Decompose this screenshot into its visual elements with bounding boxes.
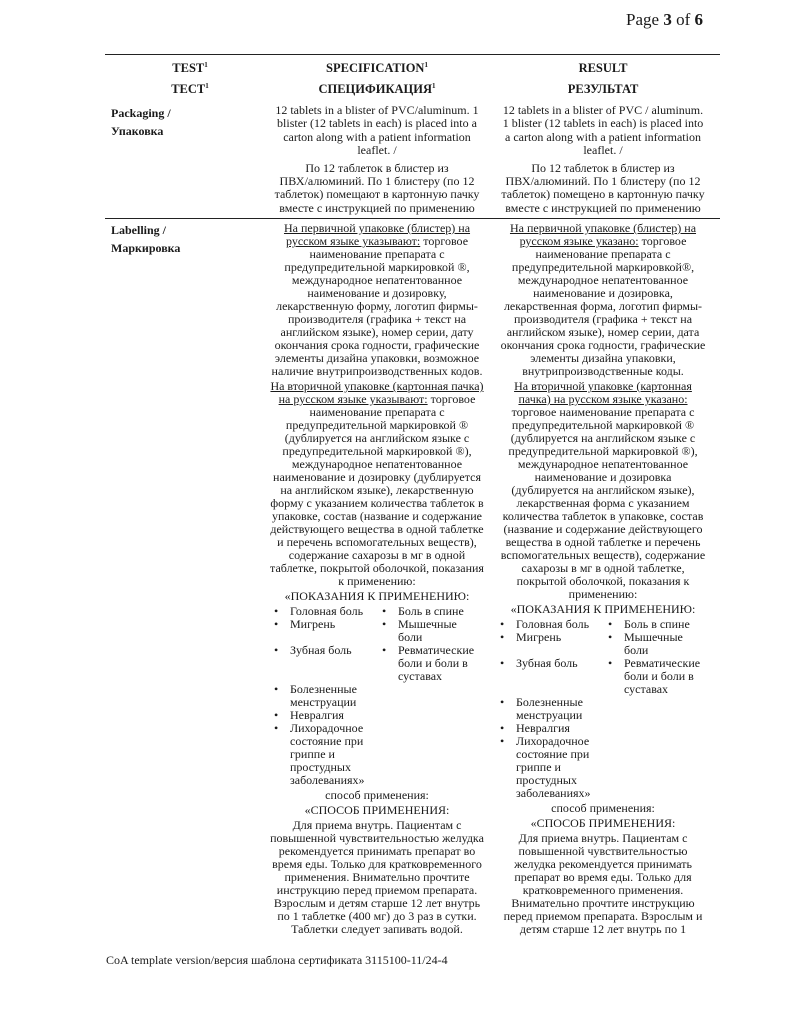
text-line: заболеваниях» bbox=[516, 786, 591, 800]
bullet-icon: • bbox=[274, 721, 279, 735]
packaging-result bbox=[492, 104, 714, 219]
footer-template-version: CoA template version/версия шаблона сертификата 3115100-11/24-4 bbox=[106, 953, 448, 967]
list-item bbox=[382, 618, 492, 644]
list-item-text bbox=[624, 657, 700, 696]
text-line: инструкцию перед приемом препарата. bbox=[276, 883, 478, 897]
page-prefix: Page bbox=[626, 10, 664, 29]
text-line: менструации bbox=[290, 695, 357, 709]
text-line: Внимательно прочтите инструкцию bbox=[511, 896, 695, 910]
bullet-icon: • bbox=[500, 656, 505, 670]
list-item-text bbox=[516, 657, 578, 670]
page-total: 6 bbox=[694, 10, 703, 29]
test-label-ru: Маркировка bbox=[111, 241, 181, 255]
list-item bbox=[274, 722, 382, 787]
labelling-specification bbox=[266, 222, 488, 938]
text-line: применению: bbox=[568, 587, 638, 601]
bullet-icon: • bbox=[608, 617, 613, 631]
paragraph bbox=[492, 222, 714, 378]
text-line: суставах bbox=[398, 669, 443, 683]
row-divider bbox=[105, 218, 720, 219]
underlined-text: пачка) на русском языке указано: bbox=[518, 392, 688, 406]
text-line: содержание сахарозы в мг в одной bbox=[288, 548, 466, 562]
bullet-icon: • bbox=[274, 617, 279, 631]
text-line: «СПОСОБ ПРИМЕНЕНИЯ: bbox=[530, 816, 676, 830]
text-line: Мигрень bbox=[516, 630, 562, 644]
text-line: количества таблеток в упаковке, состав bbox=[502, 509, 704, 523]
list-item-text bbox=[398, 644, 474, 683]
underlined-text: На вторичной упаковке (картонная пачка) bbox=[270, 379, 484, 393]
paragraph bbox=[266, 380, 488, 588]
text-line: международное непатентованное bbox=[517, 457, 689, 471]
text-line: (дублируется на английском языке), bbox=[511, 483, 695, 497]
list-spacer bbox=[382, 683, 492, 709]
text-line: leaflet. / bbox=[357, 143, 397, 158]
text-line: Болезненные bbox=[290, 682, 357, 696]
text-line: лекарственную форму, логотип фирмы- bbox=[276, 299, 478, 313]
text-line: Лихорадочное bbox=[290, 721, 364, 735]
text-line: сахарозы в мг в одной таблетке, bbox=[521, 561, 685, 575]
header-spec-ru: СПЕЦИФИКАЦИЯ$^1$ bbox=[318, 82, 436, 97]
bullet-icon: • bbox=[500, 695, 505, 709]
text-line: предупредительной маркировкой ®, bbox=[284, 260, 470, 274]
text-line: лекарственная форма с указанием bbox=[516, 496, 690, 510]
text-line: элементы дизайна упаковки, bbox=[530, 351, 676, 365]
text-line: наименование и дозировка, bbox=[533, 286, 673, 300]
text-line: Таблетки следует запивать водой. bbox=[291, 922, 463, 936]
text-line: Взрослым и детям старше 12 лет внутрь bbox=[273, 896, 481, 910]
text-line: таблеток) помещено в картонную пачку bbox=[501, 187, 705, 202]
bullet-icon: • bbox=[500, 630, 505, 644]
bullet-icon: • bbox=[500, 734, 505, 748]
text-line: ПВХ/алюминий. По 1 блистеру (по 12 bbox=[279, 174, 475, 189]
text-line: упаковке, состав (название и содержание bbox=[272, 509, 482, 523]
text-line: международное непатентованное bbox=[517, 273, 689, 287]
list-item-text bbox=[398, 618, 457, 644]
paragraph bbox=[266, 789, 488, 802]
text-line: Зубная боль bbox=[516, 656, 578, 670]
test-label-en: Packaging / bbox=[111, 106, 171, 120]
text-line: наименование и дозировку (дублируется bbox=[273, 470, 481, 484]
list-item bbox=[500, 657, 608, 696]
text-line: 12 tablets in a blister of PVC/aluminum. 1 bbox=[275, 103, 479, 117]
list-item bbox=[500, 735, 608, 800]
text-line: (дублируется на английском языке с bbox=[284, 431, 470, 445]
text: торговое bbox=[427, 392, 476, 406]
text-line: гриппе и bbox=[290, 747, 335, 761]
test-label-ru: Упаковка bbox=[111, 124, 164, 138]
bullet-icon: • bbox=[274, 604, 279, 618]
text-line: применения. Внимательно прочтите bbox=[284, 870, 470, 884]
bullet-icon: • bbox=[274, 708, 279, 722]
text-line: торговое наименование препарата с bbox=[511, 405, 695, 419]
page-of: of bbox=[671, 10, 695, 29]
bullet-icon: • bbox=[382, 617, 387, 631]
text-line: таблеток) помещают в картонную пачку bbox=[274, 187, 480, 202]
text-line: Невралгия bbox=[516, 721, 570, 735]
list-item-text bbox=[624, 631, 683, 657]
text-line: гриппе и bbox=[516, 760, 561, 774]
text-line: Боль в спине bbox=[624, 617, 690, 631]
text-line: ПВХ/алюминий. По 1 блистеру (по 12 bbox=[505, 174, 701, 189]
paragraph bbox=[266, 804, 488, 817]
text-line: 12 tablets in a blister of PVC / aluminum. bbox=[502, 103, 704, 117]
list-item bbox=[274, 618, 382, 644]
list-spacer bbox=[608, 735, 718, 800]
text-line: повышенной чувствительностью bbox=[518, 844, 688, 858]
list-item bbox=[500, 631, 608, 657]
bullet-list bbox=[500, 618, 714, 800]
text-line: «СПОСОБ ПРИМЕНЕНИЯ: bbox=[304, 803, 450, 817]
text-line: заболеваниях» bbox=[290, 773, 365, 787]
underlined-text: На первичной упаковке (блистер) на bbox=[509, 221, 697, 235]
text-line: простудных bbox=[290, 760, 351, 774]
text-line: боли bbox=[624, 643, 649, 657]
text-line: 1 blister (12 tablets in each) is placed into bbox=[502, 116, 704, 131]
underlined-text: на русском языке указывают: bbox=[278, 392, 428, 406]
test-label-packaging bbox=[111, 104, 171, 140]
text-line: По 12 таблеток в блистер из bbox=[305, 160, 449, 175]
text-line: суставах bbox=[624, 682, 669, 696]
header-test-en: TEST$^1$ bbox=[172, 61, 208, 76]
text-line: простудных bbox=[516, 773, 577, 787]
text-line: окончания срока годности, графические bbox=[274, 338, 480, 352]
list-spacer bbox=[382, 722, 492, 787]
text-line: и перечень вспомогательных веществ), bbox=[277, 535, 477, 549]
text-line: перед приемом препарата. Взрослым и bbox=[503, 909, 703, 923]
text-line: наименование и дозировка bbox=[534, 470, 672, 484]
underlined-text: русском языке указано: bbox=[519, 234, 639, 248]
text-line: форму с указанием количества таблеток в bbox=[270, 496, 484, 510]
text-line: английском языке), номер серии, дата bbox=[506, 325, 700, 339]
text-line: наименование препарата с bbox=[309, 247, 445, 261]
list-spacer bbox=[608, 722, 718, 735]
paragraph bbox=[266, 222, 488, 378]
text-line: Головная боль bbox=[290, 604, 364, 618]
bullet-icon: • bbox=[274, 682, 279, 696]
text-line: вместе с инструкцией по применению bbox=[505, 200, 701, 215]
text-line: боли и боли в bbox=[624, 669, 694, 683]
paragraph bbox=[266, 819, 488, 936]
list-item bbox=[608, 631, 718, 657]
list-item bbox=[382, 644, 492, 683]
header-result-ru: РЕЗУЛЬТАТ bbox=[567, 82, 639, 96]
text-line: лекарственная форма, логотип фирмы- bbox=[503, 299, 703, 313]
text-line: наименование и дозировку, bbox=[307, 286, 447, 300]
list-spacer bbox=[382, 709, 492, 722]
paragraph bbox=[492, 162, 714, 216]
text-line: a carton along with a patient information bbox=[505, 129, 701, 144]
paragraph bbox=[492, 817, 714, 830]
bullet-icon: • bbox=[608, 656, 613, 670]
paragraph bbox=[492, 802, 714, 815]
text-line: международное непатентованное bbox=[291, 273, 463, 287]
text-line: предупредительной маркировкой®, bbox=[511, 260, 695, 274]
text-line: вместе с инструкцией по применению bbox=[279, 200, 475, 215]
text-line: наименование препарата с bbox=[309, 405, 445, 419]
text-line: по 1 таблетке (400 мг) до 3 раз в сутки. bbox=[277, 909, 477, 923]
text-line: международное непатентованное bbox=[291, 457, 463, 471]
text-line: Болезненные bbox=[516, 695, 583, 709]
text-line: действующего вещества в одной таблетке bbox=[270, 522, 484, 536]
paragraph bbox=[492, 380, 714, 601]
text-line: Головная боль bbox=[516, 617, 590, 631]
text-line: (дублируется на английском языке с bbox=[510, 431, 696, 445]
text-line: элементы дизайна упаковки, возможное bbox=[274, 351, 480, 365]
text-line: Мышечные bbox=[398, 617, 457, 631]
packaging-specification bbox=[266, 104, 488, 219]
bullet-icon: • bbox=[274, 643, 279, 657]
table-top-rule bbox=[105, 54, 720, 55]
text-line: желудка рекомендуется принимать bbox=[514, 857, 692, 871]
list-item-text bbox=[290, 618, 335, 631]
underlined-text: русском языке указывают: bbox=[285, 234, 421, 248]
text-line: английском языке), номер серии, дату bbox=[280, 325, 474, 339]
text-line: Лихорадочное bbox=[516, 734, 590, 748]
text-line: Мигрень bbox=[290, 617, 336, 631]
text-line: на английском языке), лекарственную bbox=[280, 483, 474, 497]
text-line: боли bbox=[398, 630, 423, 644]
labelling-result bbox=[492, 222, 714, 938]
bullet-list bbox=[274, 605, 488, 787]
text-line: повышенной чувствительностью желудка bbox=[270, 831, 484, 845]
text-line: Боль в спине bbox=[398, 604, 464, 618]
list-item bbox=[608, 657, 718, 696]
bullet-icon: • bbox=[500, 617, 505, 631]
text-line: предупредительной маркировкой ® bbox=[285, 418, 469, 432]
text-line: предупредительной маркировкой ® bbox=[511, 418, 695, 432]
header-result-en: RESULT bbox=[578, 61, 628, 75]
page-current: 3 bbox=[663, 10, 672, 29]
text-line: способ применения: bbox=[325, 788, 429, 802]
text-line: Для приема внутрь. Пациентам с bbox=[518, 831, 688, 845]
text-line: способ применения: bbox=[551, 801, 655, 815]
underlined-text: На вторичной упаковке (картонная bbox=[514, 379, 692, 393]
list-item-text bbox=[290, 644, 352, 657]
test-label-en: Labelling / bbox=[111, 223, 167, 237]
list-item-text bbox=[516, 735, 591, 800]
text-line: Зубная боль bbox=[290, 643, 352, 657]
paragraph bbox=[492, 603, 714, 616]
bullet-icon: • bbox=[382, 604, 387, 618]
text-line: препарат во время еды. Только для bbox=[514, 870, 692, 884]
text-line: таблетке, покрытой оболочкой, показания bbox=[270, 561, 484, 575]
text-line: вспомогательных веществ), содержание bbox=[500, 548, 706, 562]
header-spec-en: SPECIFICATION$^1$ bbox=[326, 61, 428, 76]
text-line: состояние при bbox=[516, 747, 590, 761]
text-line: кратковременного применения. bbox=[522, 883, 684, 897]
list-item-text bbox=[516, 696, 583, 722]
list-item bbox=[500, 696, 608, 722]
paragraph bbox=[266, 162, 488, 216]
text-line: вещества в одной таблетке и перечень bbox=[505, 535, 701, 549]
list-item-text bbox=[290, 683, 357, 709]
text: торговое bbox=[638, 234, 687, 248]
text-line: менструации bbox=[516, 708, 583, 722]
text-line: состояние при bbox=[290, 734, 364, 748]
text-line: leaflet. / bbox=[583, 143, 623, 158]
text-line: производителя (графика + текст на bbox=[513, 312, 693, 326]
text-line: покрытой оболочкой, показания к bbox=[516, 574, 690, 588]
text-line: боли и боли в bbox=[398, 656, 468, 670]
bullet-icon: • bbox=[382, 643, 387, 657]
text: торговое bbox=[420, 234, 469, 248]
list-spacer bbox=[608, 696, 718, 722]
list-item-text bbox=[290, 722, 365, 787]
text-line: предупредительной маркировкой ®), bbox=[282, 444, 472, 458]
text-line: производителя (графика + текст на bbox=[287, 312, 467, 326]
text-line: «ПОКАЗАНИЯ К ПРИМЕНЕНИЮ: bbox=[284, 589, 470, 603]
header-test-ru: ТЕСТ$^1$ bbox=[171, 82, 209, 97]
text-line: Ревматические bbox=[398, 643, 475, 657]
bullet-icon: • bbox=[608, 630, 613, 644]
text-line: По 12 таблеток в блистер из bbox=[531, 160, 675, 175]
text-line: «ПОКАЗАНИЯ К ПРИМЕНЕНИЮ: bbox=[510, 602, 696, 616]
paragraph bbox=[492, 832, 714, 936]
text-line: Ревматические bbox=[624, 656, 701, 670]
text-line: внутрипроизводственные коды. bbox=[522, 364, 684, 378]
page-number bbox=[626, 10, 703, 30]
paragraph bbox=[266, 104, 488, 158]
text-line: Невралгия bbox=[290, 708, 344, 722]
bullet-icon: • bbox=[500, 721, 505, 735]
text-line: (название и содержание действующего bbox=[503, 522, 703, 536]
text-line: детям старше 12 лет внутрь по 1 bbox=[519, 922, 687, 936]
list-item bbox=[274, 683, 382, 709]
text-line: к применению: bbox=[338, 574, 416, 588]
test-label-labelling bbox=[111, 221, 180, 257]
paragraph bbox=[266, 590, 488, 603]
text-line: время еды. Только для кратковременного bbox=[272, 857, 482, 871]
text-line: рекомендуется принимать препарат во bbox=[278, 844, 476, 858]
text-line: blister (12 tablets in each) is placed into a bbox=[277, 116, 477, 131]
list-item bbox=[274, 644, 382, 683]
underlined-text: На первичной упаковке (блистер) на bbox=[283, 221, 471, 235]
paragraph bbox=[492, 104, 714, 158]
text-line: предупредительной маркировкой ®), bbox=[508, 444, 698, 458]
text-line: Для приема внутрь. Пациентам с bbox=[292, 818, 462, 832]
text-line: Мышечные bbox=[624, 630, 683, 644]
text-line: наименование препарата с bbox=[535, 247, 671, 261]
text-line: окончания срока годности, графические bbox=[500, 338, 706, 352]
text-line: наличие внутрипроизводственных кодов. bbox=[271, 364, 483, 378]
list-item-text bbox=[516, 631, 561, 644]
text-line: carton along with a patient information bbox=[283, 129, 471, 144]
